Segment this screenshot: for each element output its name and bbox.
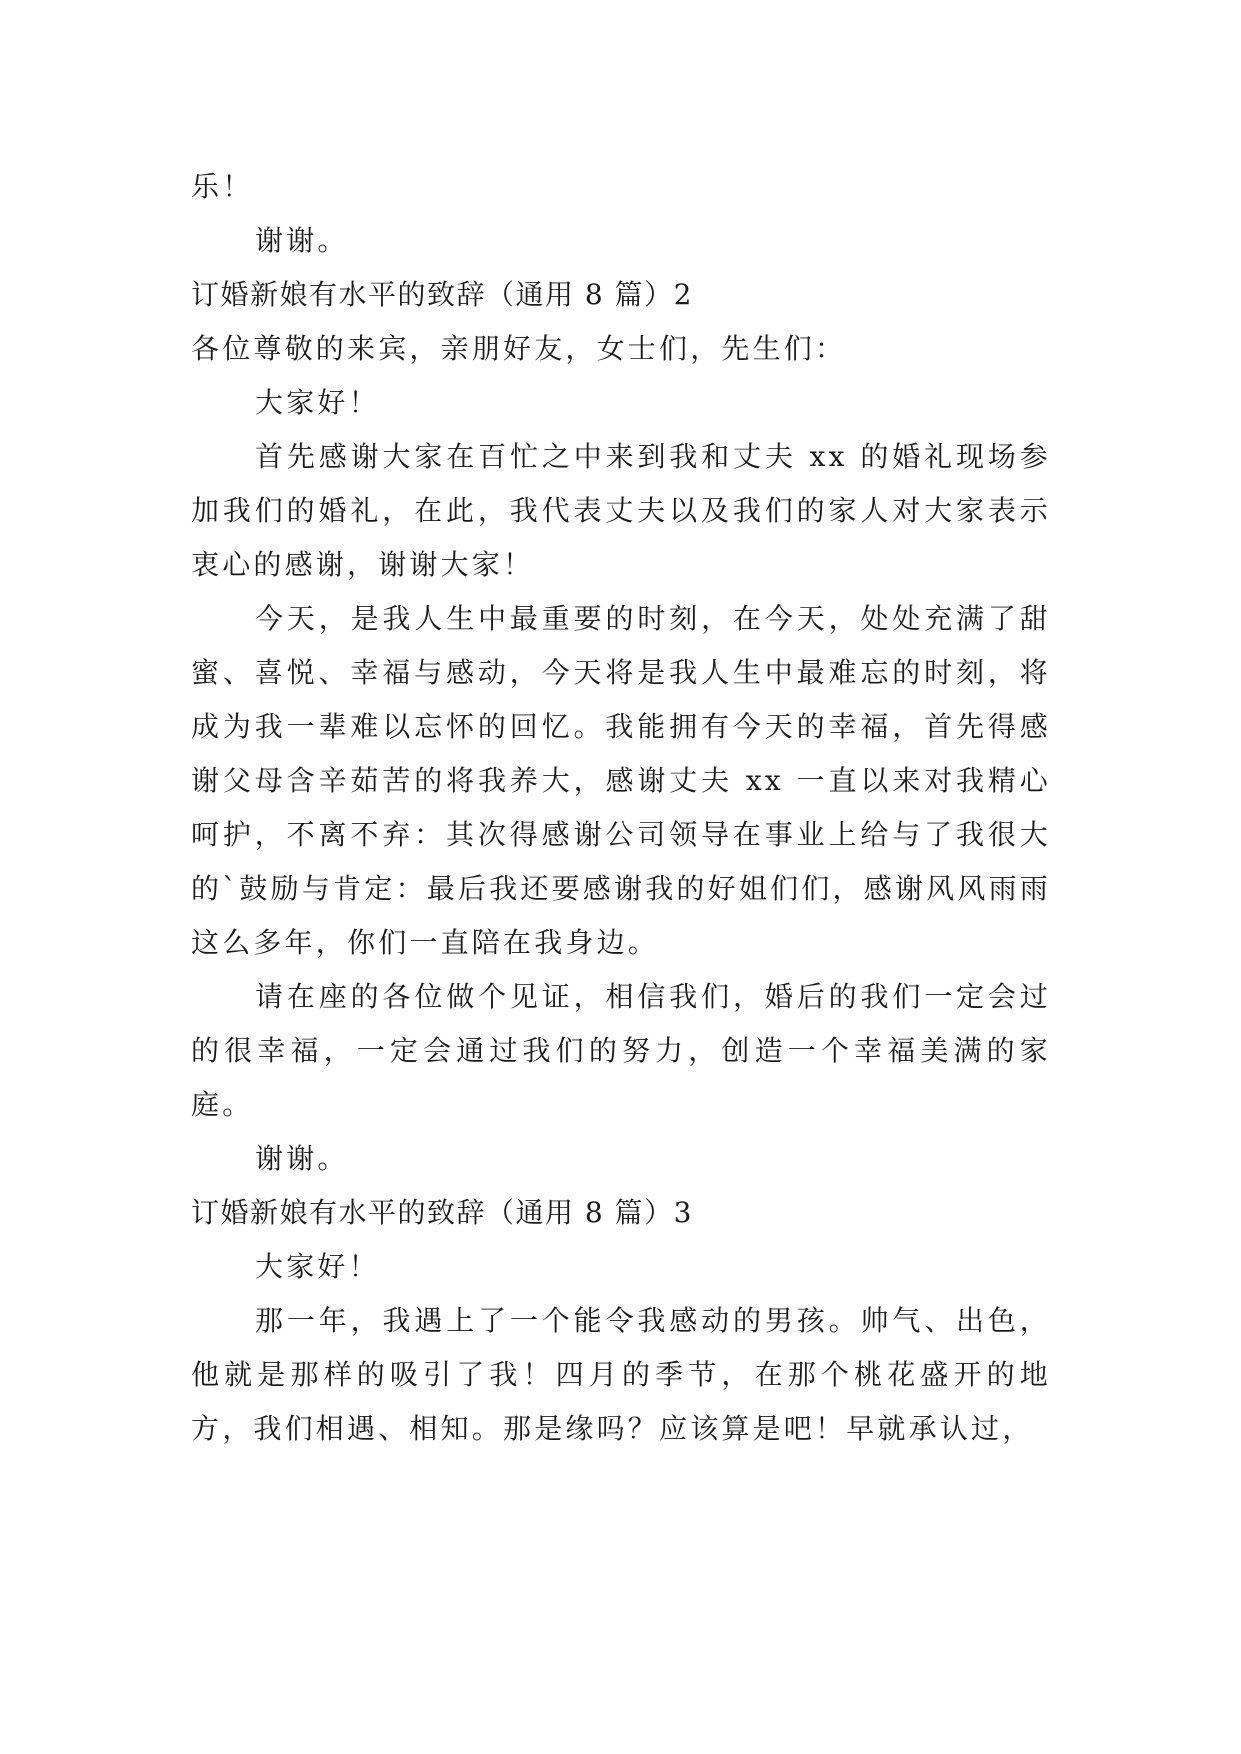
paragraph: 大家好！ (255, 1250, 380, 1283)
paragraph: 请在座的各位做个见证，相信我们，婚后的我们一定会过的很幸福，一定会通过我们的努力，创造一个幸福美满的家庭。 (191, 980, 1051, 1121)
section-title: 订婚新娘有水平的致辞（通用 8 篇）3 (191, 1196, 693, 1229)
paragraph: 大家好！ (255, 386, 380, 419)
paragraph: 首先感谢大家在百忙之中来到我和丈夫 xx 的婚礼现场参加我们的婚礼，在此，我代表丈夫以及我们的家人对大家表示衷心的感谢，谢谢大家！ (191, 440, 1051, 581)
paragraph: 今天，是我人生中最重要的时刻，在今天，处处充满了甜蜜、喜悦、幸福与感动，今天将是我人生中最难忘的时刻，将成为我一辈难以忘怀的回忆。我能拥有今天的幸福，首先得感谢父母含辛茹苦的将我养大，感谢丈夫 xx 一直以来对我精心呵护，不离不弃：其次得感谢公司领导在事业上给与了我很大的`鼓励与肯定：最后我还要感谢我的好姐们们，感谢风风雨雨这么多年，你们一直陪在我身边。 (191, 602, 1051, 959)
section-title: 订婚新娘有水平的致辞（通用 8 篇）2 (191, 278, 693, 311)
paragraph: 谢谢。 (255, 1142, 349, 1175)
document-body (191, 160, 1051, 1456)
salutation: 各位尊敬的来宾，亲朋好友，女士们，先生们： (191, 332, 847, 365)
paragraph: 那一年，我遇上了一个能令我感动的男孩。帅气、出色，他就是那样的吸引了我！四月的季节，在那个桃花盛开的地方，我们相遇、相知。那是缘吗？应该算是吧！早就承认过， (191, 1304, 1051, 1445)
paragraph: 乐！ (191, 170, 254, 203)
paragraph: 谢谢。 (255, 224, 349, 257)
